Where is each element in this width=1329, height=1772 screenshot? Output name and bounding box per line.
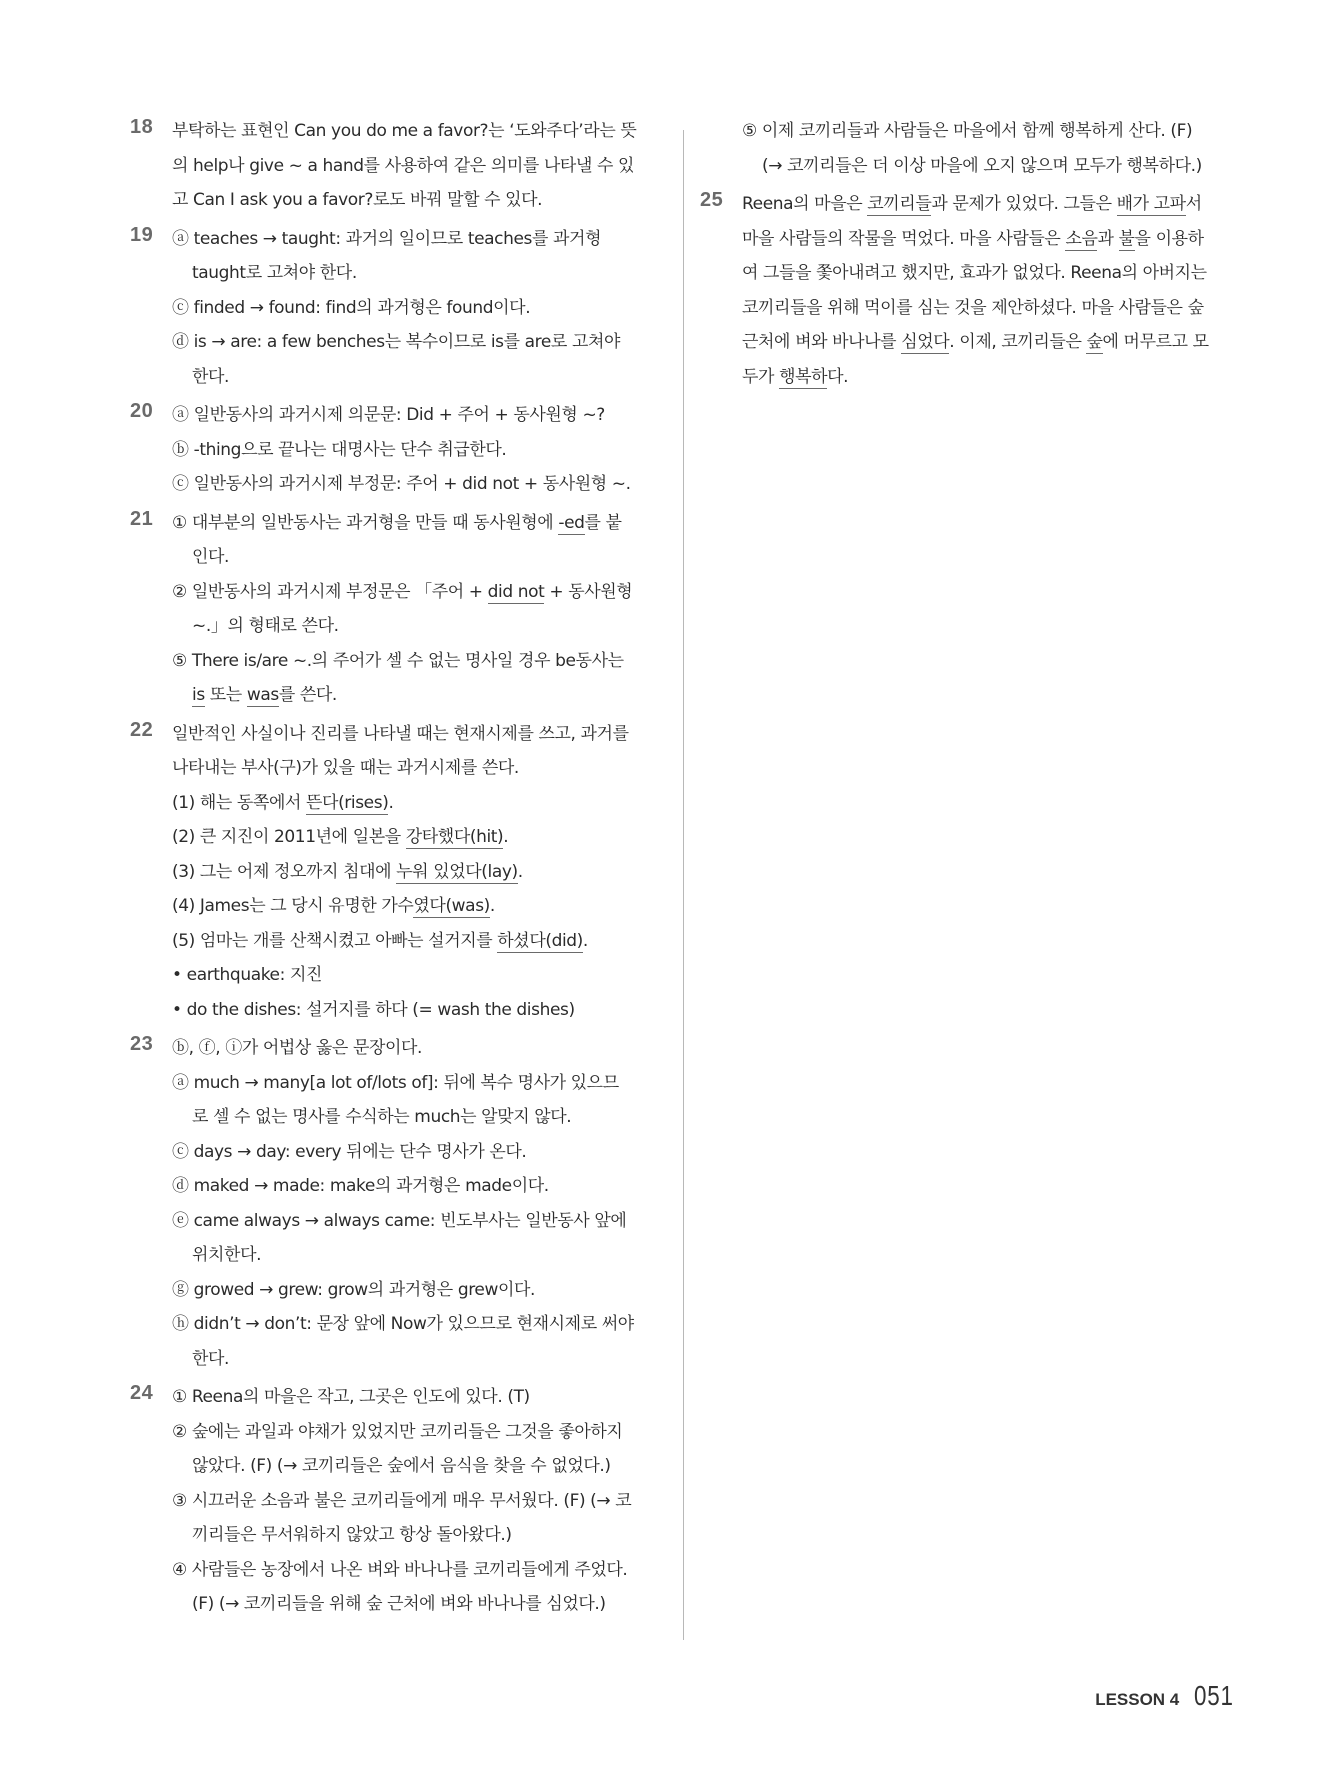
text-line [742, 325, 1240, 360]
text-line: ⓖ growed → grew: grow의 과거형은 grew이다. [172, 1279, 536, 1300]
text-line: 인다. [192, 547, 230, 567]
text-line: 의 help나 give ~ a hand를 사용하여 같은 의미를 나타낼 수 있 [172, 155, 635, 176]
underlined-answer: is [192, 685, 205, 705]
text-line: 일반적인 사실이나 진리를 나타낼 때는 현재시제를 쓰고, 과거를 [172, 723, 629, 744]
lesson-label: LESSON 4 [1095, 1690, 1180, 1709]
text-line: ⓑ, ⓕ, ⓘ가 어법상 옳은 문장이다. [172, 1038, 423, 1058]
text-line [172, 820, 670, 855]
text-line: 부탁하는 표현인 Can you do me a favor?는 ‘도와주다’라는 뜻 [172, 121, 637, 141]
underlined-answer: 였다(was) [413, 896, 490, 916]
question-number: 24 [130, 1382, 154, 1404]
question-number: 23 [130, 1033, 154, 1055]
text-line: ③ 시끄러운 소음과 불은 코끼리들에게 매우 무서웠다. (F) (→ 코 [172, 1490, 632, 1511]
text-line: ⓓ maked → made: make의 과거형은 made이다. [172, 1176, 549, 1196]
text-run: 다. [827, 366, 849, 387]
text-line: ~.」의 형태로 쓴다. [192, 616, 339, 636]
underlined-answer: 행복하 [779, 366, 828, 387]
question-number: 21 [130, 507, 154, 530]
underlined-answer: 강타했다(hit) [405, 827, 504, 847]
text-line [172, 889, 670, 924]
text-run: . [388, 792, 394, 813]
text-line: ④ 사람들은 농장에서 나온 벼와 바나나를 코끼리들에게 주었다. [172, 1559, 628, 1580]
text-run: Reena의 마을은 [742, 194, 868, 214]
underlined-answer: 불 [1118, 228, 1135, 249]
text-run: + 동사원형 [544, 581, 633, 602]
underlined-answer: 숲 [1086, 332, 1103, 352]
text-line: 한다. [192, 1348, 230, 1369]
answer-18 [130, 114, 670, 218]
answer-20 [130, 398, 670, 502]
right-column [700, 114, 1240, 398]
text-line [172, 924, 670, 959]
text-run: 또는 [204, 685, 247, 705]
text-line: ⓒ finded → found: find의 과거형은 found이다. [172, 297, 531, 318]
text-line: 위치한다. [192, 1245, 262, 1265]
text-run: 과 문제가 있었다. 그들은 [931, 194, 1117, 214]
text-line: 않았다. (F) (→ 코끼리들은 숲에서 음식을 찾을 수 없었다.) [192, 1456, 611, 1476]
question-number: 18 [130, 116, 154, 138]
answer-25 [700, 187, 1240, 394]
text-run: 과 [1097, 228, 1119, 249]
underlined-answer: 누워 있었다(lay) [396, 861, 518, 882]
text-line: ⓑ -thing으로 끝나는 대명사는 단수 취급한다. [172, 439, 507, 460]
text-run: ① 대부분의 일반동사는 과거형을 만들 때 동사원형에 [172, 512, 559, 533]
text-line: ⓐ teaches → taught: 과거의 일이므로 teaches를 과거형 [172, 228, 602, 249]
text-line: ⓒ days → day: every 뒤에는 단수 명사가 온다. [172, 1141, 527, 1162]
page-footer [1095, 1680, 1239, 1712]
text-line: ② 숲에는 과일과 야채가 있었지만 코끼리들은 그것을 좋아하지 [172, 1421, 623, 1442]
underlined-answer: 하셨다(did) [497, 930, 583, 951]
answer-23 [130, 1031, 670, 1376]
underlined-answer: -ed [558, 512, 585, 533]
text-line: ⓐ much → many[a lot of/lots of]: 뒤에 복수 명사가 있으므 [172, 1072, 619, 1093]
text-run: 두가 [742, 366, 780, 387]
column-divider [683, 130, 684, 1640]
text-line [742, 222, 1240, 257]
left-column [130, 114, 670, 1626]
text-line: (→ 코끼리들은 더 이상 마을에 오지 않으며 모두가 행복하다.) [762, 155, 1202, 176]
text-line [742, 187, 1240, 222]
text-run: 근처에 벼와 바나나를 [742, 332, 902, 352]
text-run: . 이제, 코끼리들은 [949, 332, 1087, 352]
text-line [172, 678, 670, 713]
text-line: ⓒ 일반동사의 과거시제 부정문: 주어 + did not + 동사원형 ~. [172, 474, 631, 494]
text-run: . [489, 896, 495, 916]
text-run: 에 머무르고 모 [1102, 332, 1209, 352]
text-line [742, 360, 1240, 395]
text-run: . [503, 827, 509, 847]
text-run: (5) 엄마는 개를 산책시켰고 아빠는 설거지를 [172, 930, 498, 951]
underlined-answer: 뜬다(rises) [306, 792, 389, 813]
text-line: 끼리들은 무서워하지 않았고 항상 돌아왔다.) [192, 1525, 512, 1545]
text-run: (2) 큰 지진이 2011년에 일본을 [172, 827, 406, 847]
text-line [172, 575, 670, 610]
text-line [172, 855, 670, 890]
text-run: . [517, 861, 523, 882]
underlined-answer: did not [487, 581, 545, 602]
text-line: 로 셀 수 없는 명사를 수식하는 much는 알맞지 않다. [192, 1107, 572, 1127]
answer-21 [130, 506, 670, 713]
text-line [172, 506, 670, 541]
text-run: . [582, 930, 588, 951]
text-run: 마을 사람들의 작물을 먹었다. 마을 사람들은 [742, 228, 1066, 249]
text-line: ⓓ is → are: a few benches는 복수이므로 is를 are로 고쳐야 [172, 332, 621, 352]
underlined-answer: 소음 [1065, 228, 1098, 249]
answer-24-continued [700, 114, 1240, 183]
underlined-answer: 심었다 [901, 332, 950, 352]
text-run: 서 [1185, 194, 1202, 214]
text-run: ② 일반동사의 과거시제 부정문은 「주어 + [172, 581, 488, 602]
question-number: 25 [700, 189, 724, 211]
answer-19 [130, 222, 670, 395]
text-run: (1) 해는 동쪽에서 [172, 792, 307, 813]
text-line: 한다. [192, 366, 230, 387]
vocab-note: • earthquake: 지진 [172, 965, 322, 985]
vocab-note: • do the dishes: 설거지를 하다 (= wash the dishes) [172, 999, 575, 1020]
text-line: ⓐ 일반동사의 과거시제 의문문: Did + 주어 + 동사원형 ~? [172, 405, 605, 425]
answer-24 [130, 1380, 670, 1622]
text-line: ① Reena의 마을은 작고, 그곳은 인도에 있다. (T) [172, 1387, 530, 1407]
page-number: 051 [1194, 1680, 1235, 1711]
text-run: (3) 그는 어제 정오까지 침대에 [172, 861, 397, 882]
question-number: 19 [130, 223, 154, 246]
text-line: ⑤ There is/are ~.의 주어가 셀 수 없는 명사일 경우 be동사는 [172, 650, 624, 671]
question-number: 22 [130, 718, 154, 741]
underlined-answer: was [246, 685, 279, 705]
text-line: 나타내는 부사(구)가 있을 때는 과거시제를 쓴다. [172, 758, 519, 778]
text-line: (F) (→ 코끼리들을 위해 숲 근처에 벼와 바나나를 심었다.) [192, 1594, 606, 1614]
text-run: 을 이용하 [1134, 228, 1204, 249]
underlined-answer: 배가 고파 [1116, 194, 1186, 214]
text-line: ⓗ didn’t → don’t: 문장 앞에 Now가 있으므로 현재시제로 써야 [172, 1314, 634, 1334]
answer-22 [130, 717, 670, 1028]
text-line: taught로 고쳐야 한다. [192, 263, 357, 283]
text-line: 여 그들을 쫓아내려고 했지만, 효과가 없었다. Reena의 아버지는 [742, 263, 1207, 283]
text-line: 코끼리들을 위해 먹이를 심는 것을 제안하셨다. 마을 사람들은 숲 [742, 297, 1204, 318]
text-line [172, 786, 670, 821]
text-line: ⓔ came always → always came: 빈도부사는 일반동사 앞에 [172, 1210, 627, 1231]
text-run: 를 붙 [584, 512, 622, 533]
text-run: (4) James는 그 당시 유명한 가수 [172, 896, 414, 916]
text-line: ⑤ 이제 코끼리들과 사람들은 마을에서 함께 행복하게 산다. (F) [742, 121, 1193, 141]
question-number: 20 [130, 400, 154, 422]
text-run: 를 쓴다. [278, 685, 337, 705]
underlined-answer: 코끼리들 [867, 194, 932, 214]
text-line: 고 Can I ask you a favor?로도 바꿔 말할 수 있다. [172, 190, 543, 210]
